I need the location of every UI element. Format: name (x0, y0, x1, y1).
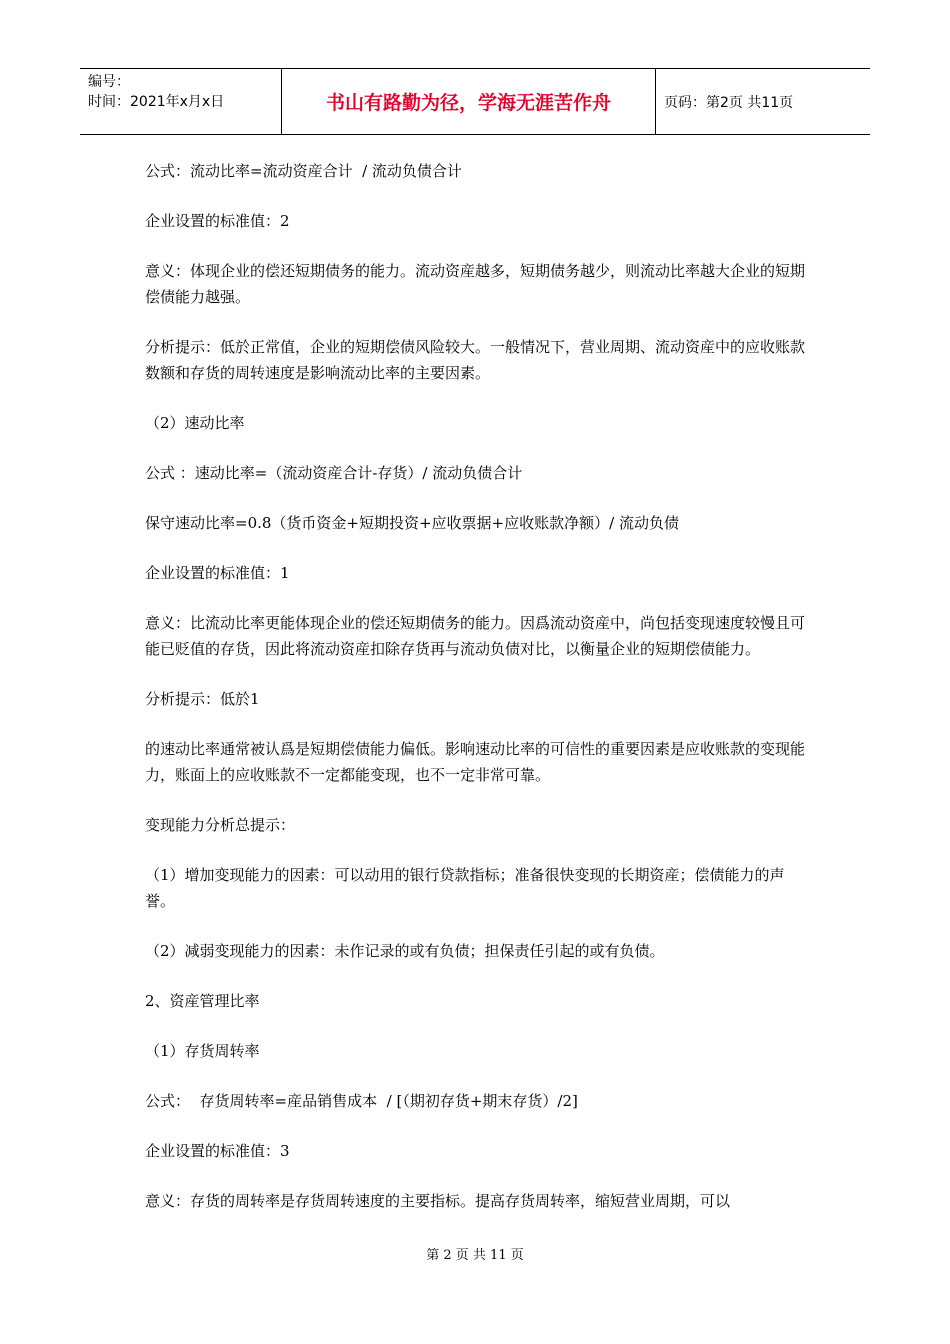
paragraph: 分析提示：低於1 (145, 690, 260, 708)
document-number-label: 编号： (88, 74, 130, 90)
document-body (145, 158, 810, 1238)
paragraph: （2）速动比率 (145, 414, 245, 432)
header-page-label: 页码：第2页 共11页 (664, 94, 794, 111)
paragraph: 2、资産管理比率 (145, 992, 260, 1010)
paragraph: 企业设置的标准值：2 (145, 212, 290, 230)
paragraph: 意义：存货的周转率是存货周转速度的主要指标。提高存货周转率，缩短营业周期，可以 (145, 1192, 731, 1210)
paragraph: 企业设置的标准值：1 (145, 564, 290, 582)
header-motto: 书山有路勤为径，学海无涯苦作舟 (282, 69, 656, 134)
paragraph: （2）减弱变现能力的因素：未作记录的或有负债；担保责任引起的或有负债。 (145, 942, 665, 960)
paragraph: 意义：体现企业的偿还短期债务的能力。流动资産越多，短期债务越少，则流动比率越大企业的短期偿债能力越强。 (145, 262, 806, 306)
paragraph: 意义：比流动比率更能体现企业的偿还短期债务的能力。因爲流动资産中，尚包括变现速度较慢且可能已贬值的存货，因此将流动资産扣除存货再与流动负债对比，以衡量企业的短期偿债能力。 (145, 614, 806, 658)
paragraph: （1）存货周转率 (145, 1042, 260, 1060)
paragraph: 的速动比率通常被认爲是短期偿债能力偏低。影响速动比率的可信性的重要因素是应收账款的变现能力，账面上的应收账款不一定都能变现，也不一定非常可靠。 (145, 740, 806, 784)
paragraph: 公式：流动比率=流动资産合计 / 流动负债合计 (145, 162, 462, 180)
paragraph: 保守速动比率=0.8（货币资金+短期投资+应收票据+应收账款净额）/ 流动负债 (145, 514, 679, 532)
paragraph: 变现能力分析总提示： (145, 816, 296, 834)
paragraph: 分析提示：低於正常值，企业的短期偿债风险较大。一般情况下，营业周期、流动资産中的应收账款数额和存货的周转速度是影响流动比率的主要因素。 (145, 338, 806, 382)
document-time-label: 时间：2021年x月x日 (88, 94, 225, 110)
paragraph: 公式 ：速动比率=（流动资産合计-存货）/ 流动负债合计 (145, 464, 523, 482)
page-footer: 第 2 页 共 11 页 (426, 1248, 524, 1263)
header-meta (80, 69, 282, 134)
page-header (80, 68, 870, 135)
paragraph: 公式： 存货周转率=産品销售成本 / [（期初存货+期末存货）/2] (145, 1092, 578, 1110)
paragraph: （1）增加变现能力的因素：可以动用的银行贷款指标；准备很快变现的长期资産；偿债能力的声誉。 (145, 866, 785, 910)
paragraph: 企业设置的标准值：3 (145, 1142, 290, 1160)
